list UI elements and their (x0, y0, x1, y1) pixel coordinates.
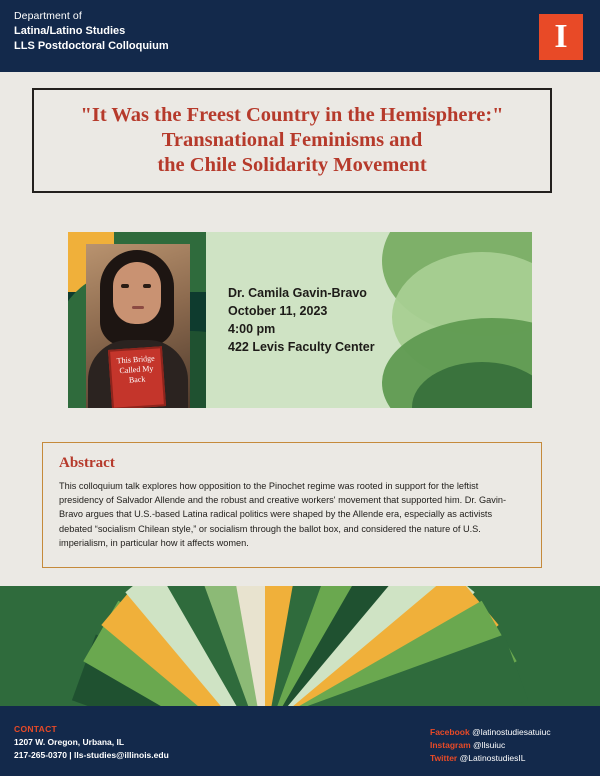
details-panel (206, 232, 532, 408)
abstract-box (42, 442, 542, 568)
contact-info (14, 736, 169, 761)
unit-name: Latina/Latino Studies (14, 25, 126, 37)
portrait-mouth (132, 306, 144, 309)
poster-footer (0, 706, 600, 776)
portrait-eye-right (143, 284, 151, 288)
speaker-band (68, 232, 532, 408)
portrait-panel (68, 232, 206, 408)
twitter-label: Twitter (430, 753, 458, 763)
department-label: Department of (14, 10, 82, 22)
contact-phone-email: 217-265-0370 | lls-studies@illinois.edu (14, 749, 169, 760)
title-line-3: the Chile Solidarity Movement (157, 154, 427, 176)
social-row-instagram[interactable] (430, 739, 551, 752)
illinois-logo (539, 14, 583, 60)
event-time: 4:00 pm (228, 322, 276, 336)
contact-label: CONTACT (14, 724, 58, 734)
title-line-2: Transnational Feminisms and (161, 129, 423, 151)
instagram-label: Instagram (430, 740, 471, 750)
speaker-portrait (86, 244, 190, 408)
book-cover (108, 346, 166, 408)
poster-header (0, 0, 600, 72)
social-links (430, 726, 551, 765)
colloquium-name: LLS Postdoctoral Colloquium (14, 40, 169, 52)
portrait-eye-left (121, 284, 129, 288)
talk-details (228, 284, 375, 356)
title-box (32, 88, 552, 193)
facebook-handle: @latinostudiesatuiuc (472, 727, 551, 737)
book-title: This Bridge Called My Back (116, 353, 155, 385)
abstract-heading: Abstract (59, 455, 115, 471)
block-i-icon: I (554, 18, 568, 55)
speaker-name: Dr. Camila Gavin-Bravo (228, 286, 367, 300)
contact-address: 1207 W. Oregon, Urbana, IL (14, 737, 125, 747)
abstract-body: This colloquium talk explores how opposition to the Pinochet regime was rooted in support for the leftist presidency of Salvador Allende and the robust and creative workers' movement that supported him. Dr. Gavin-Bravo argues that U.S.-based Latina radical politics were shaped by the Allende era, especially as activists debated “socialism Chilean style,” or socialism through the ballot box, and considered the nature of U.S. imperialism, in particular how it affects women. (59, 481, 507, 548)
twitter-handle: @LatinostudiesIL (459, 753, 526, 763)
social-row-twitter[interactable] (430, 752, 551, 765)
social-row-facebook[interactable] (430, 726, 551, 739)
instagram-handle: @llsuiuc (473, 740, 506, 750)
field-artwork (0, 586, 600, 706)
portrait-face (113, 262, 161, 324)
event-date: October 11, 2023 (228, 304, 328, 318)
title-line-1: "It Was the Freest Country in the Hemisphere:" (80, 104, 504, 126)
event-location: 422 Levis Faculty Center (228, 340, 375, 354)
facebook-label: Facebook (430, 727, 470, 737)
